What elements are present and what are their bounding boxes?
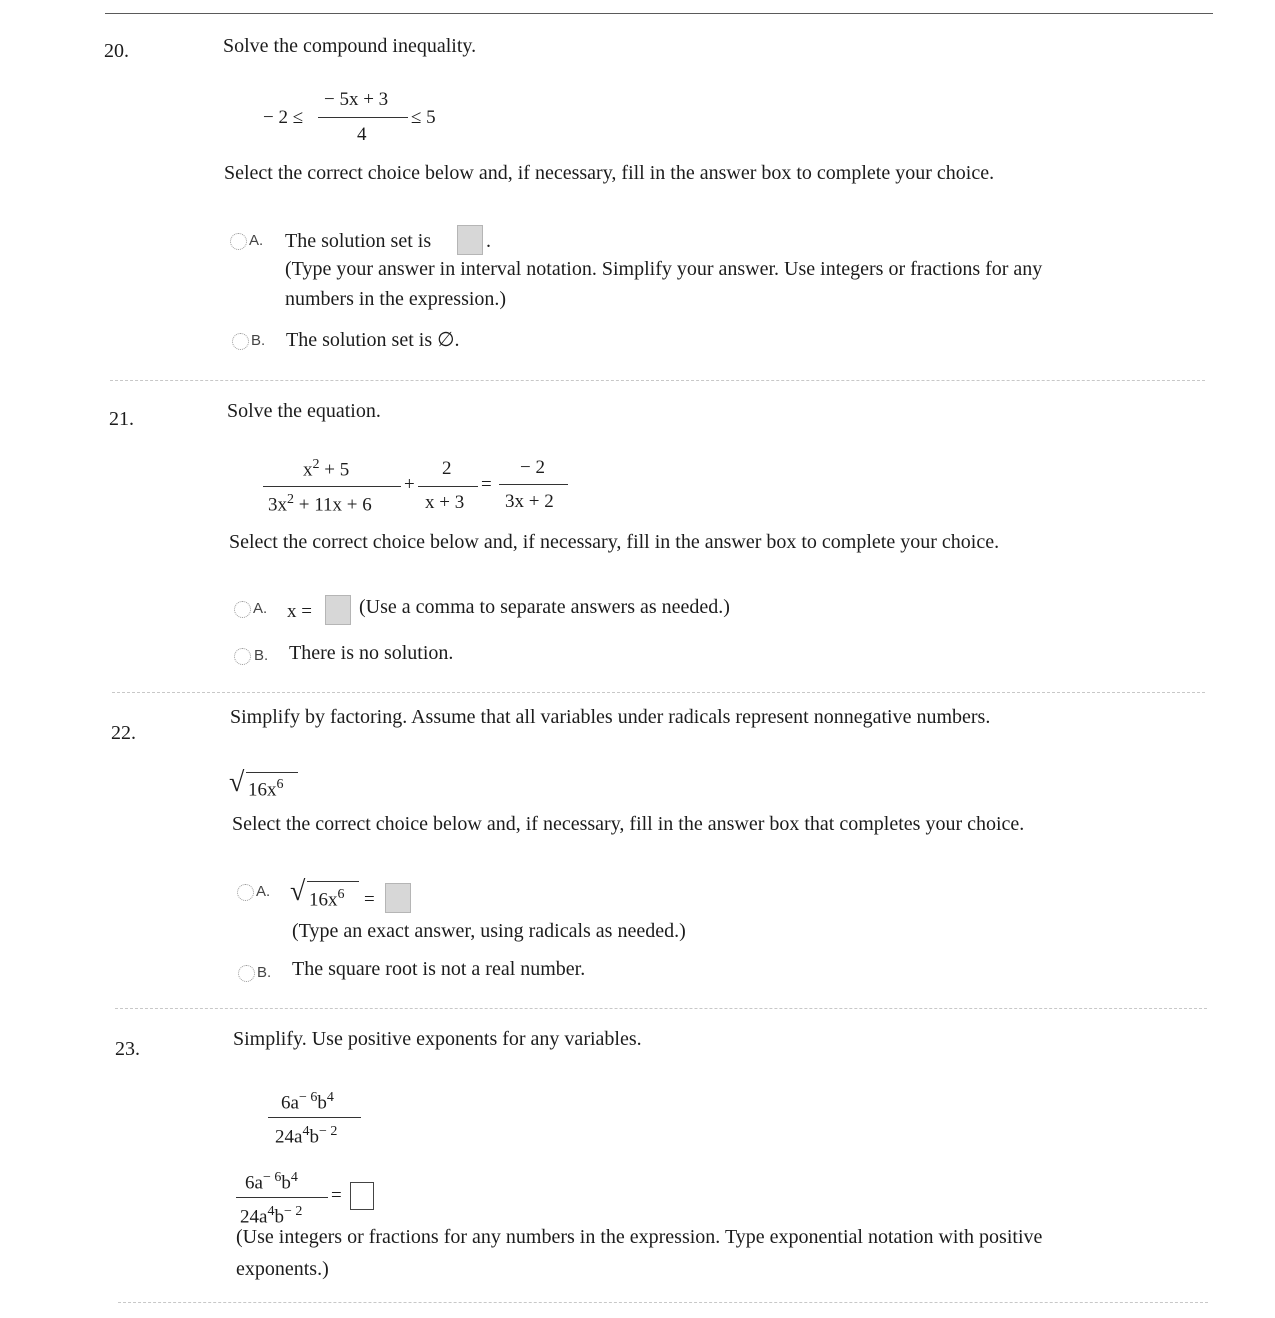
q23-fraction-denominator: $24a^4b^{- 2}$ <box>275 1124 338 1148</box>
q20-choice-b-letter: B. <box>251 332 266 349</box>
q22-choice-a-radio[interactable] <box>237 884 254 901</box>
question-22-instruction: Select the correct choice below and, if necessary, fill in the answer box that completes your choice. <box>232 813 1025 835</box>
eq-equals-sign: = <box>481 474 492 495</box>
question-21-instruction: Select the correct choice below and, if necessary, fill in the answer box to complete your choice. <box>229 531 1000 553</box>
eq-term1-fraction-bar <box>263 486 401 487</box>
q23-note-line2: exponents.) <box>236 1258 329 1280</box>
q21-choice-b-radio[interactable] <box>234 648 251 665</box>
choice-a-equals: = <box>364 889 375 910</box>
inequality-right: ≤ 5 <box>411 107 436 128</box>
q20-choice-a-note-line2: numbers in the expression.) <box>285 288 507 310</box>
q20-choice-a-note-line1: (Type your answer in interval notation. Simplify your answer. Use integers or fractions for any <box>285 258 1043 280</box>
question-20-prompt: Solve the compound inequality. <box>223 35 477 57</box>
q20-choice-b-text: The solution set is ∅. <box>286 329 460 351</box>
eq-term1-denominator: $3x^2 + 11x + 6$ <box>268 492 372 516</box>
eq-term3-fraction-bar <box>499 484 568 485</box>
separator-20-21 <box>110 380 1205 381</box>
q21-choice-b-letter: B. <box>254 647 269 664</box>
question-number-23: 23. <box>115 1038 140 1060</box>
q21-choice-a-note: (Use a comma to separate answers as needed.) <box>359 596 730 618</box>
q22-choice-a-letter: A. <box>256 883 271 900</box>
question-22-prompt: Simplify by factoring. Assume that all variables under radicals represent nonnegative numbers. <box>230 706 991 728</box>
eq-term3-numerator: − 2 <box>520 457 545 478</box>
bottom-rule <box>118 1302 1208 1303</box>
q20-choice-b-radio[interactable] <box>232 333 249 350</box>
eq-term2-denominator: x + 3 <box>425 492 465 513</box>
choice-a-radical-expression: $16x^6$ <box>309 887 345 911</box>
q23-fraction-bar <box>268 1117 361 1118</box>
q21-choice-a-text: x = <box>287 601 312 622</box>
eq-plus-sign: + <box>404 474 415 495</box>
inequality-left: − 2 ≤ <box>263 107 304 128</box>
q21-choice-a-radio[interactable] <box>234 601 251 618</box>
q20-choice-a-radio[interactable] <box>230 233 247 250</box>
q20-choice-a-period: . <box>486 230 491 252</box>
q22-choice-b-text: The square root is not a real number. <box>292 958 586 980</box>
q21-answer-box[interactable] <box>325 595 351 625</box>
q22-choice-a-note: (Type an exact answer, using radicals as needed.) <box>292 920 686 942</box>
question-20-instruction: Select the correct choice below and, if necessary, fill in the answer box to complete your choice. <box>224 162 995 184</box>
q22-choice-b-letter: B. <box>257 964 272 981</box>
question-number-20: 20. <box>104 40 129 62</box>
inequality-fraction-bar <box>318 117 408 118</box>
radical-sign-icon: √ <box>229 767 245 798</box>
question-21-prompt: Solve the equation. <box>227 400 381 422</box>
q23-answer-fraction-denominator: $24a^4b^{- 2}$ <box>240 1204 303 1228</box>
q23-answer-equals: = <box>331 1185 342 1206</box>
inequality-numerator: − 5x + 3 <box>324 89 389 110</box>
q20-choice-a-letter: A. <box>249 232 264 249</box>
inequality-denominator: 4 <box>357 124 367 145</box>
q23-fraction-numerator: $6a^{- 6}b^4$ <box>281 1090 334 1114</box>
question-number-21: 21. <box>109 408 134 430</box>
eq-term2-numerator: 2 <box>442 458 452 479</box>
separator-22-23 <box>115 1008 1207 1009</box>
q22-choice-b-radio[interactable] <box>238 965 255 982</box>
q22-answer-box[interactable] <box>385 883 411 913</box>
q20-choice-a-text: The solution set is <box>285 230 432 252</box>
choice-a-radical-sign-icon: √ <box>290 876 306 907</box>
question-number-22: 22. <box>111 722 136 744</box>
q23-answer-box[interactable] <box>350 1182 374 1210</box>
q23-note-line1: (Use integers or fractions for any numbers in the expression. Type exponential notation with positive <box>236 1226 1043 1248</box>
eq-term1-numerator: $x^2 + 5$ <box>303 457 350 481</box>
q20-answer-box[interactable] <box>457 225 483 255</box>
top-rule <box>105 13 1213 14</box>
q23-answer-fraction-numerator: $6a^{- 6}b^4$ <box>245 1170 298 1194</box>
choice-a-radical-overline <box>307 881 359 882</box>
q23-answer-fraction-bar <box>236 1197 328 1198</box>
q21-choice-a-letter: A. <box>253 600 268 617</box>
q21-choice-b-text: There is no solution. <box>289 642 454 664</box>
radical-overline <box>246 772 298 773</box>
eq-term2-fraction-bar <box>418 486 478 487</box>
radical-expression: $16x^6$ <box>248 777 284 801</box>
question-23-prompt: Simplify. Use positive exponents for any variables. <box>233 1028 642 1050</box>
eq-term3-denominator: 3x + 2 <box>505 491 554 512</box>
separator-21-22 <box>112 692 1205 693</box>
